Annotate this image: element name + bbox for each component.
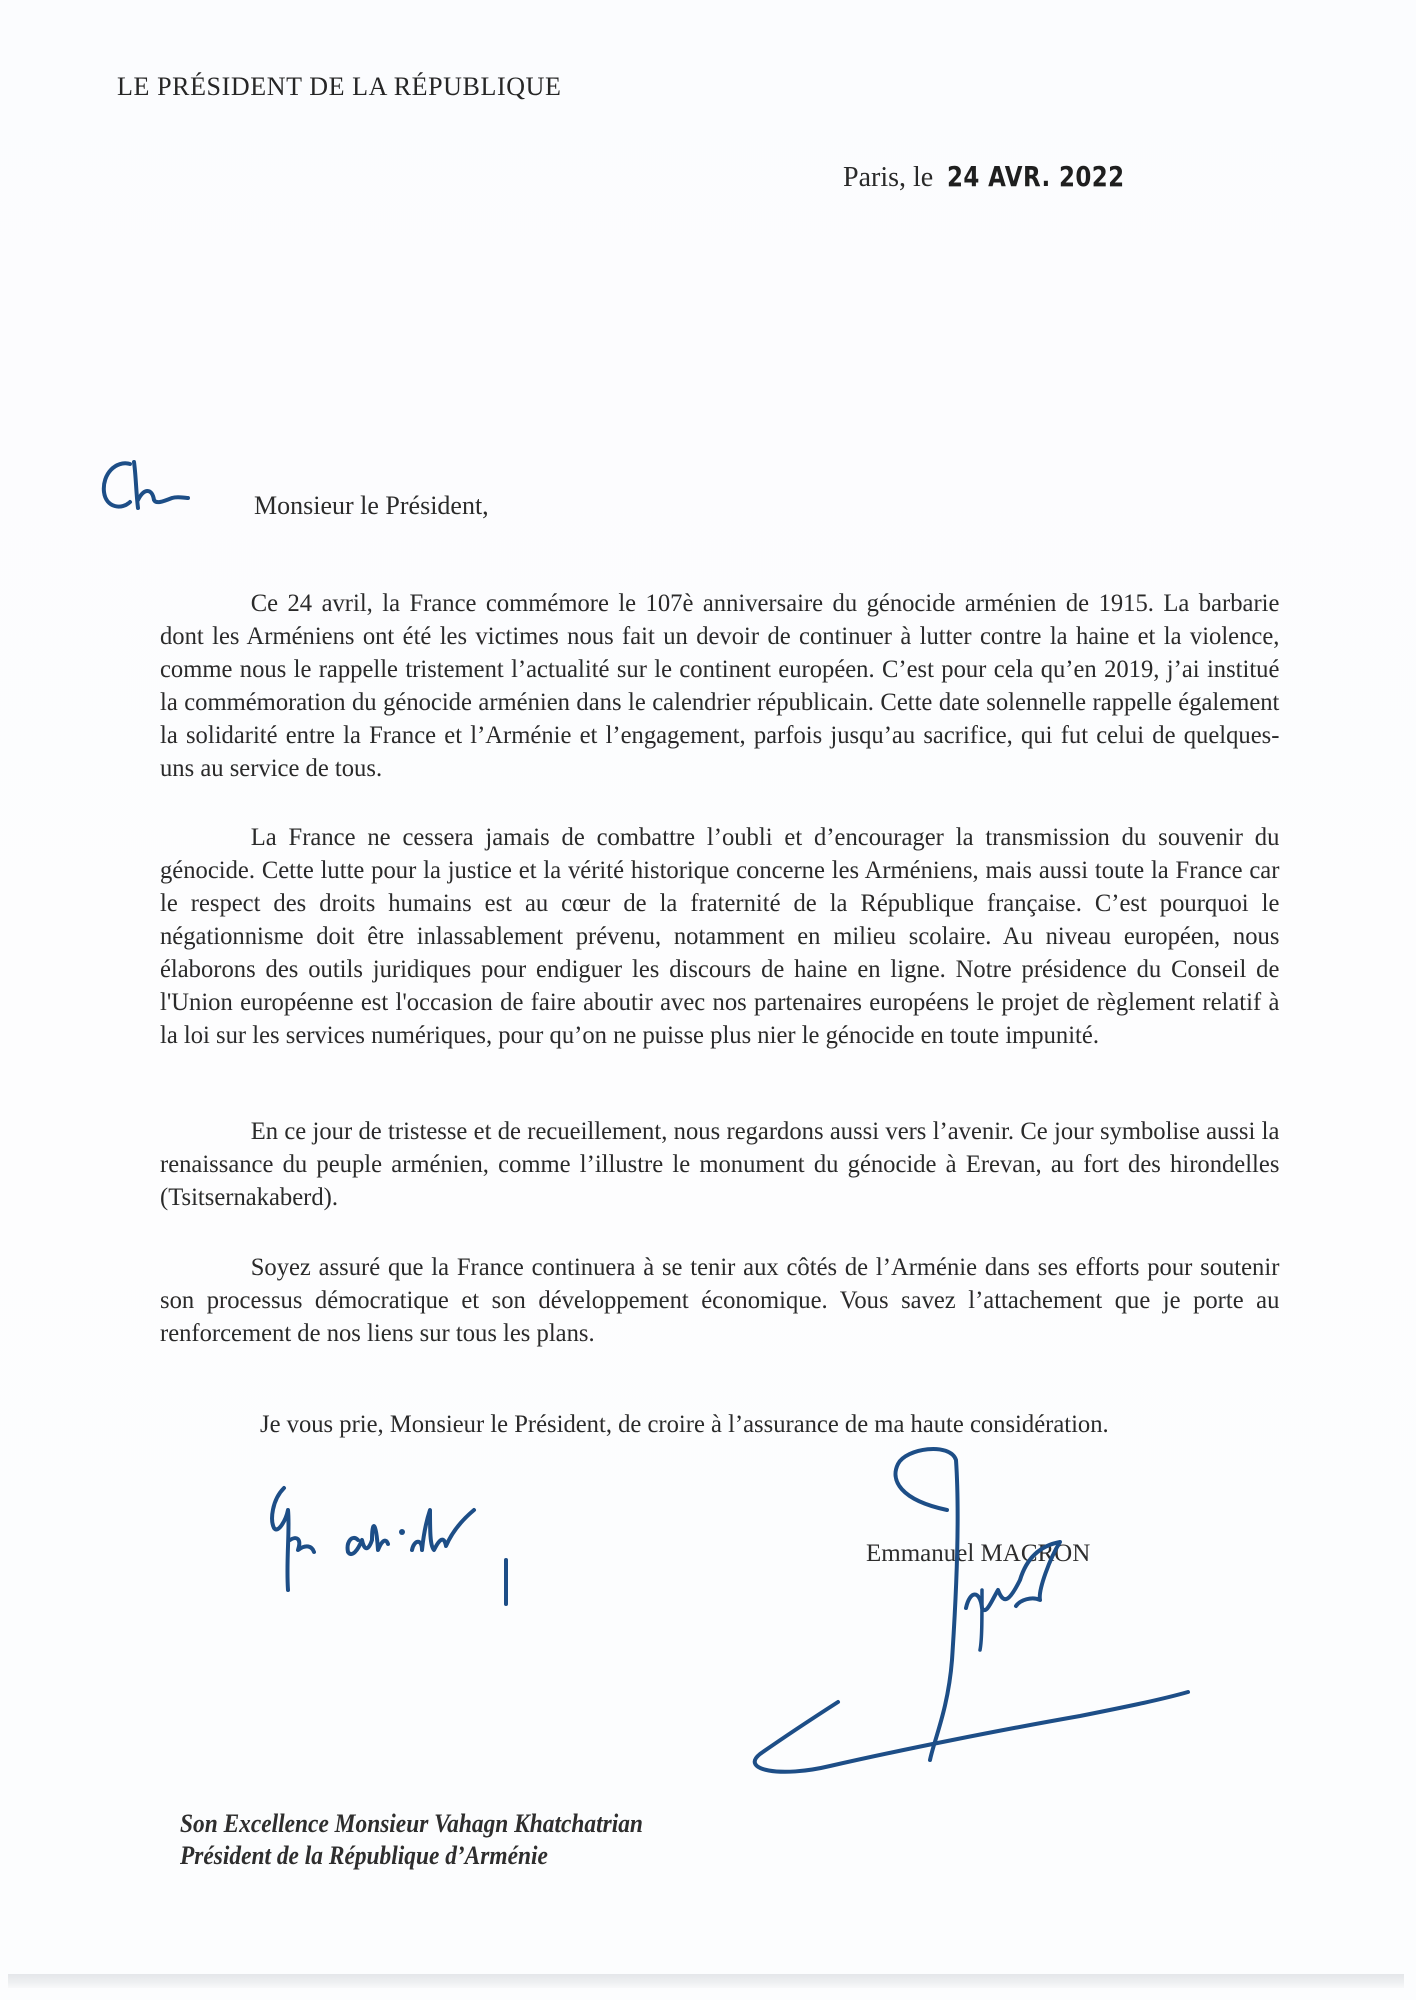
date-stamp: 24 AVR. 2022: [947, 160, 1125, 193]
body-paragraph: [160, 1114, 1279, 1213]
body-paragraph: [160, 1250, 1279, 1349]
paragraph-text: En ce jour de tristesse et de recueillement, nous regardons aussi vers l’avenir. Ce jour symbolise aussi la renaissance du peuple arménien, comme l’illustre le monument du génocide à Erevan, au fort des hirondelles (Tsitsernakaberd).: [160, 1116, 1280, 1211]
letterhead: LE PRÉSIDENT DE LA RÉPUBLIQUE: [117, 72, 562, 101]
dateline: [843, 160, 1164, 194]
body-paragraph: [160, 820, 1279, 1051]
closing-formula: Je vous prie, Monsieur le Président, de croire à l’assurance de ma haute considération.: [260, 1409, 1109, 1438]
body-paragraph: [160, 586, 1279, 784]
signature-icon: [720, 1440, 1200, 1780]
paragraph-text: Ce 24 avril, la France commémore le 107è anniversaire du génocide arménien de 1915. La barbarie dont les Arméniens ont été les victimes nous fait un devoir de continuer à lutter contre la haine et la violence, comme nous le rappelle tristement l’actualité sur le continent européen. C’est pour cela qu’en 2019, j’ai institué la commémoration du génocide arménien dans le calendrier républicain. Cette date solennelle rappelle également la solidarité entre la France et l’Arménie et l’engagement, parfois jusqu’au sacrifice, qui fut celui de quelques-uns au service de tous.: [160, 588, 1280, 782]
handwritten-salutation-icon: [92, 452, 202, 522]
recipient-name: Son Excellence Monsieur Vahagn Khatchatrian: [180, 1809, 643, 1838]
handwritten-closing-icon: [262, 1480, 612, 1610]
signatory-name: Emmanuel MACRON: [866, 1540, 1091, 1567]
recipient-title: Président de la République d’Arménie: [180, 1841, 548, 1870]
date-place: Paris, le: [843, 162, 934, 193]
page-bottom-edge: [8, 1974, 1404, 1988]
paragraph-text: La France ne cessera jamais de combattre l’oubli et d’encourager la transmission du souvenir du génocide. Cette lutte pour la justice et la vérité historique concerne les Arméniens, mais aussi toute la France car le respect des droits humains est au cœur de la fraternité de la République française. C’est pourquoi le négationnisme doit être inlassablement prévenu, notamment en milieu scolaire. Au niveau européen, nous élaborons des outils juridiques pour endiguer les discours de haine en ligne. Notre présidence du Conseil de l'Union européenne est l'occasion de faire aboutir avec nos partenaires européens le projet de règlement relatif à la loi sur les services numériques, pour qu’on ne puisse plus nier le génocide en toute impunité.: [160, 822, 1280, 1049]
recipient-block: [180, 1808, 643, 1872]
salutation: Monsieur le Président,: [254, 491, 489, 520]
paragraph-text: Soyez assuré que la France continuera à se tenir aux côtés de l’Arménie dans ses efforts pour soutenir son processus démocratique et son développement économique. Vous savez l’attachement que je porte au renforcement de nos liens sur tous les plans.: [160, 1252, 1280, 1347]
